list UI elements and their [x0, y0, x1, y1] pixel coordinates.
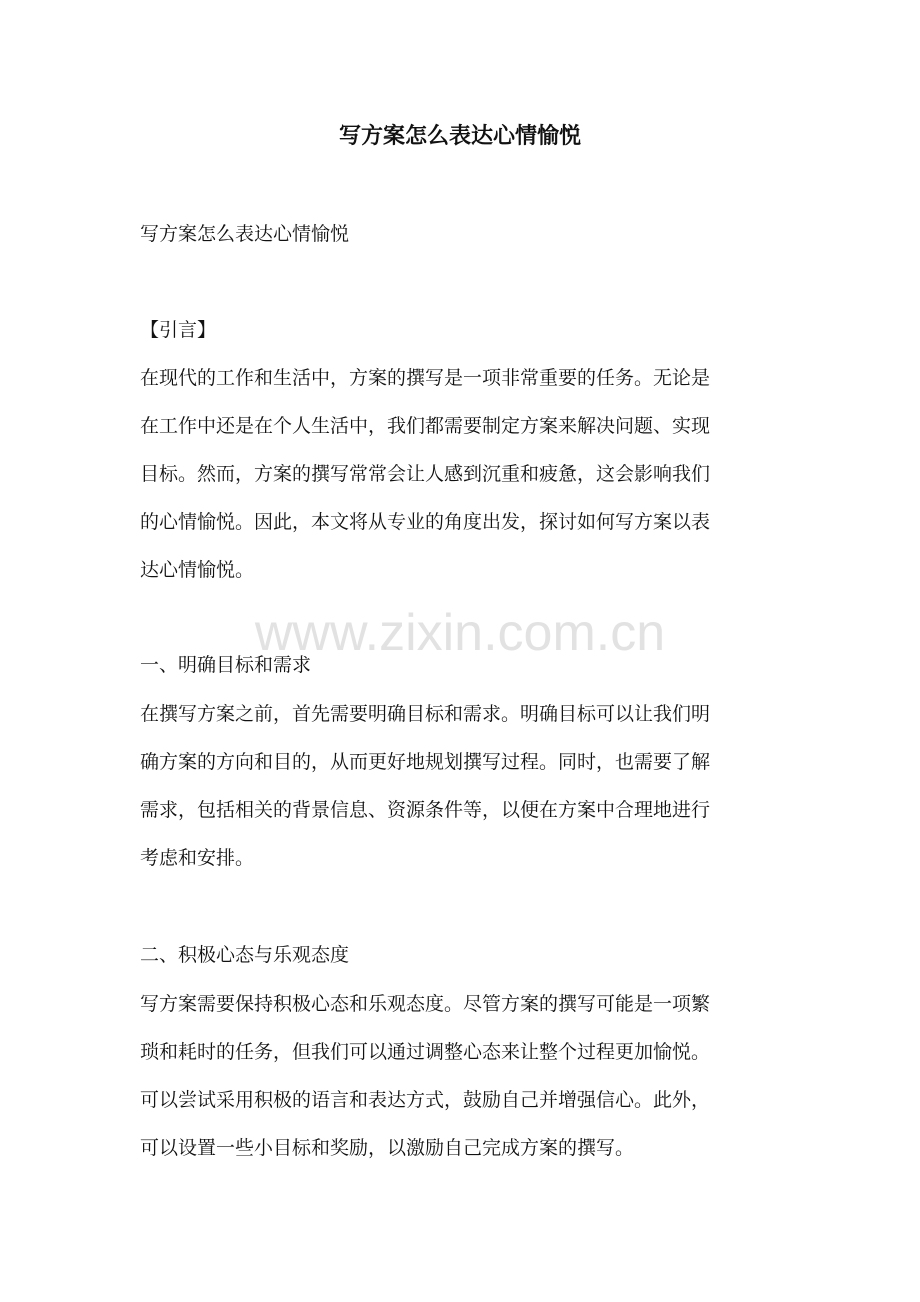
paragraph-line: 在撰写方案之前，首先需要明确目标和需求。明确目标可以让我们明 — [140, 703, 711, 725]
document-title: 写方案怎么表达心情愉悦 — [338, 123, 581, 149]
paragraph-line: 目标。然而，方案的撰写常常会让人感到沉重和疲惫，这会影响我们 — [140, 463, 711, 485]
watermark: www.zixin.com.cn — [254, 604, 666, 662]
paragraph-line: 考虑和安排。 — [140, 847, 255, 869]
paragraph-line: 可以尝试采用积极的语言和表达方式，鼓励自己并增强信心。此外， — [140, 1089, 711, 1111]
section1-paragraph — [140, 690, 800, 882]
section1-heading: 一、明确目标和需求 — [140, 654, 312, 676]
section2-paragraph — [140, 980, 800, 1172]
paragraph-line: 需求，包括相关的背景信息、资源条件等，以便在方案中合理地进行 — [140, 799, 711, 821]
paragraph-line: 达心情愉悦。 — [140, 559, 255, 581]
paragraph-line: 在工作中还是在个人生活中，我们都需要制定方案来解决问题、实现 — [140, 415, 711, 437]
intro-heading: 【引言】 — [140, 319, 217, 341]
paragraph-line: 在现代的工作和生活中，方案的撰写是一项非常重要的任务。无论是 — [140, 367, 711, 389]
paragraph-line: 确方案的方向和目的，从而更好地规划撰写过程。同时，也需要了解 — [140, 751, 711, 773]
paragraph-line: 琐和耗时的任务，但我们可以通过调整心态来让整个过程更加愉悦。 — [140, 1041, 711, 1063]
section2-heading: 二、积极心态与乐观态度 — [140, 944, 350, 966]
paragraph-line: 的心情愉悦。因此，本文将从专业的角度出发，探讨如何写方案以表 — [140, 511, 711, 533]
paragraph-line: 可以设置一些小目标和奖励，以激励自己完成方案的撰写。 — [140, 1137, 635, 1159]
document-subtitle: 写方案怎么表达心情愉悦 — [140, 223, 350, 245]
intro-paragraph — [140, 354, 800, 594]
paragraph-line: 写方案需要保持积极心态和乐观态度。尽管方案的撰写可能是一项繁 — [140, 993, 711, 1015]
